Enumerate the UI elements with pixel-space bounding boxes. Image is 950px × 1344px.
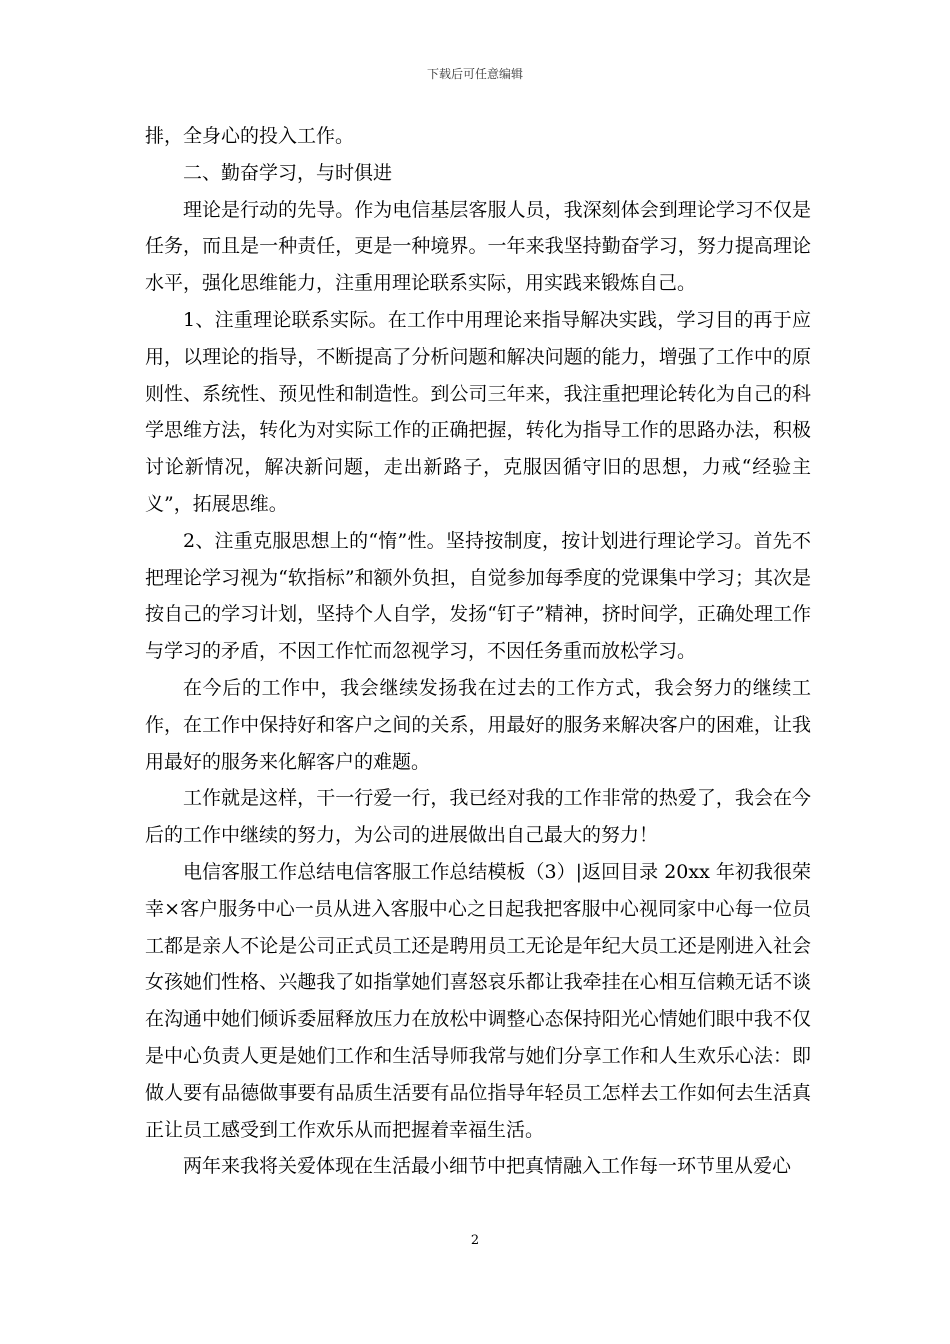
paragraph: 工作就是这样，干一行爱一行，我已经对我的工作非常的热爱了，我会在今后的工作中继续的努力，为公司的进展做出自己最大的努力！ — [145, 787, 811, 847]
section-heading: 二、勤奋学习，与时俱进 — [183, 161, 393, 184]
paragraph: 两年来我将关爱体现在生活最小细节中把真情融入工作每一环节里从爱心 — [183, 1155, 792, 1178]
paragraph: 1、注重理论联系实际。在工作中用理论来指导解决实践，学习目的再于应用，以理论的指导，不断提高了分析问题和解决问题的能力，增强了工作中的原则性、系统性、预见性和制造性。到公司三年来，我注重把理论转化为自己的科学思维方法，转化为对实际工作的正确把握，转化为指导工作的思路办法，积极讨论新情况，解决新问题，走出新路子，克服因循守旧的思想，力戒“经验主义”，拓展思维。 — [145, 308, 811, 515]
document-body — [145, 118, 811, 1185]
page-header: 下载后可任意编辑 — [426, 67, 523, 81]
paragraph: 在今后的工作中，我会继续发扬我在过去的工作方式，我会努力的继续工作，在工作中保持好和客户之间的关系，用最好的服务来解决客户的困难，让我用最好的服务来化解客户的难题。 — [145, 676, 811, 773]
paragraph: 2、注重克服思想上的“惰”性。坚持按制度，按计划进行理论学习。首先不把理论学习视为“软指标”和额外负担，自觉参加每季度的党课集中学习；其次是按自己的学习计划，坚持个人自学，发扬“钉子”精神，挤时间学，正确处理工作与学习的矛盾，不因工作忙而忽视学习，不因任务重而放松学习。 — [145, 529, 811, 663]
paragraph: 电信客服工作总结电信客服工作总结模板（3）|返回目录 20xx 年初我很荣幸×客户服务中心一员从进入客服中心之日起我把客服中心视同家中心每一位员工都是亲人不论是公司正式员工还是聘用员工无论是年纪大员工还是刚进入社会女孩她们性格、兴趣我了如指掌她们喜怒哀乐都让我牵挂在心相互信赖无话不谈在沟通中她们倾诉委屈释放压力在放松中调整心态保持阳光心情她们眼中我不仅是中心负责人更是她们工作和生活导师我常与她们分享工作和人生欢乐心法：即做人要有品德做事要有品质生活要有品位指导年轻员工怎样去工作如何去生活真正让员工感受到工作欢乐从而把握着幸福生活。 — [145, 860, 811, 1141]
paragraph: 排，全身心的投入工作。 — [145, 125, 355, 147]
paragraph: 理论是行动的先导。作为电信基层客服人员，我深刻体会到理论学习不仅是任务，而且是一种责任，更是一种境界。一年来我坚持勤奋学习，努力提高理论水平，强化思维能力，注重用理论联系实际，用实践来锻炼自己。 — [145, 198, 811, 295]
page-number: 2 — [470, 1233, 480, 1248]
